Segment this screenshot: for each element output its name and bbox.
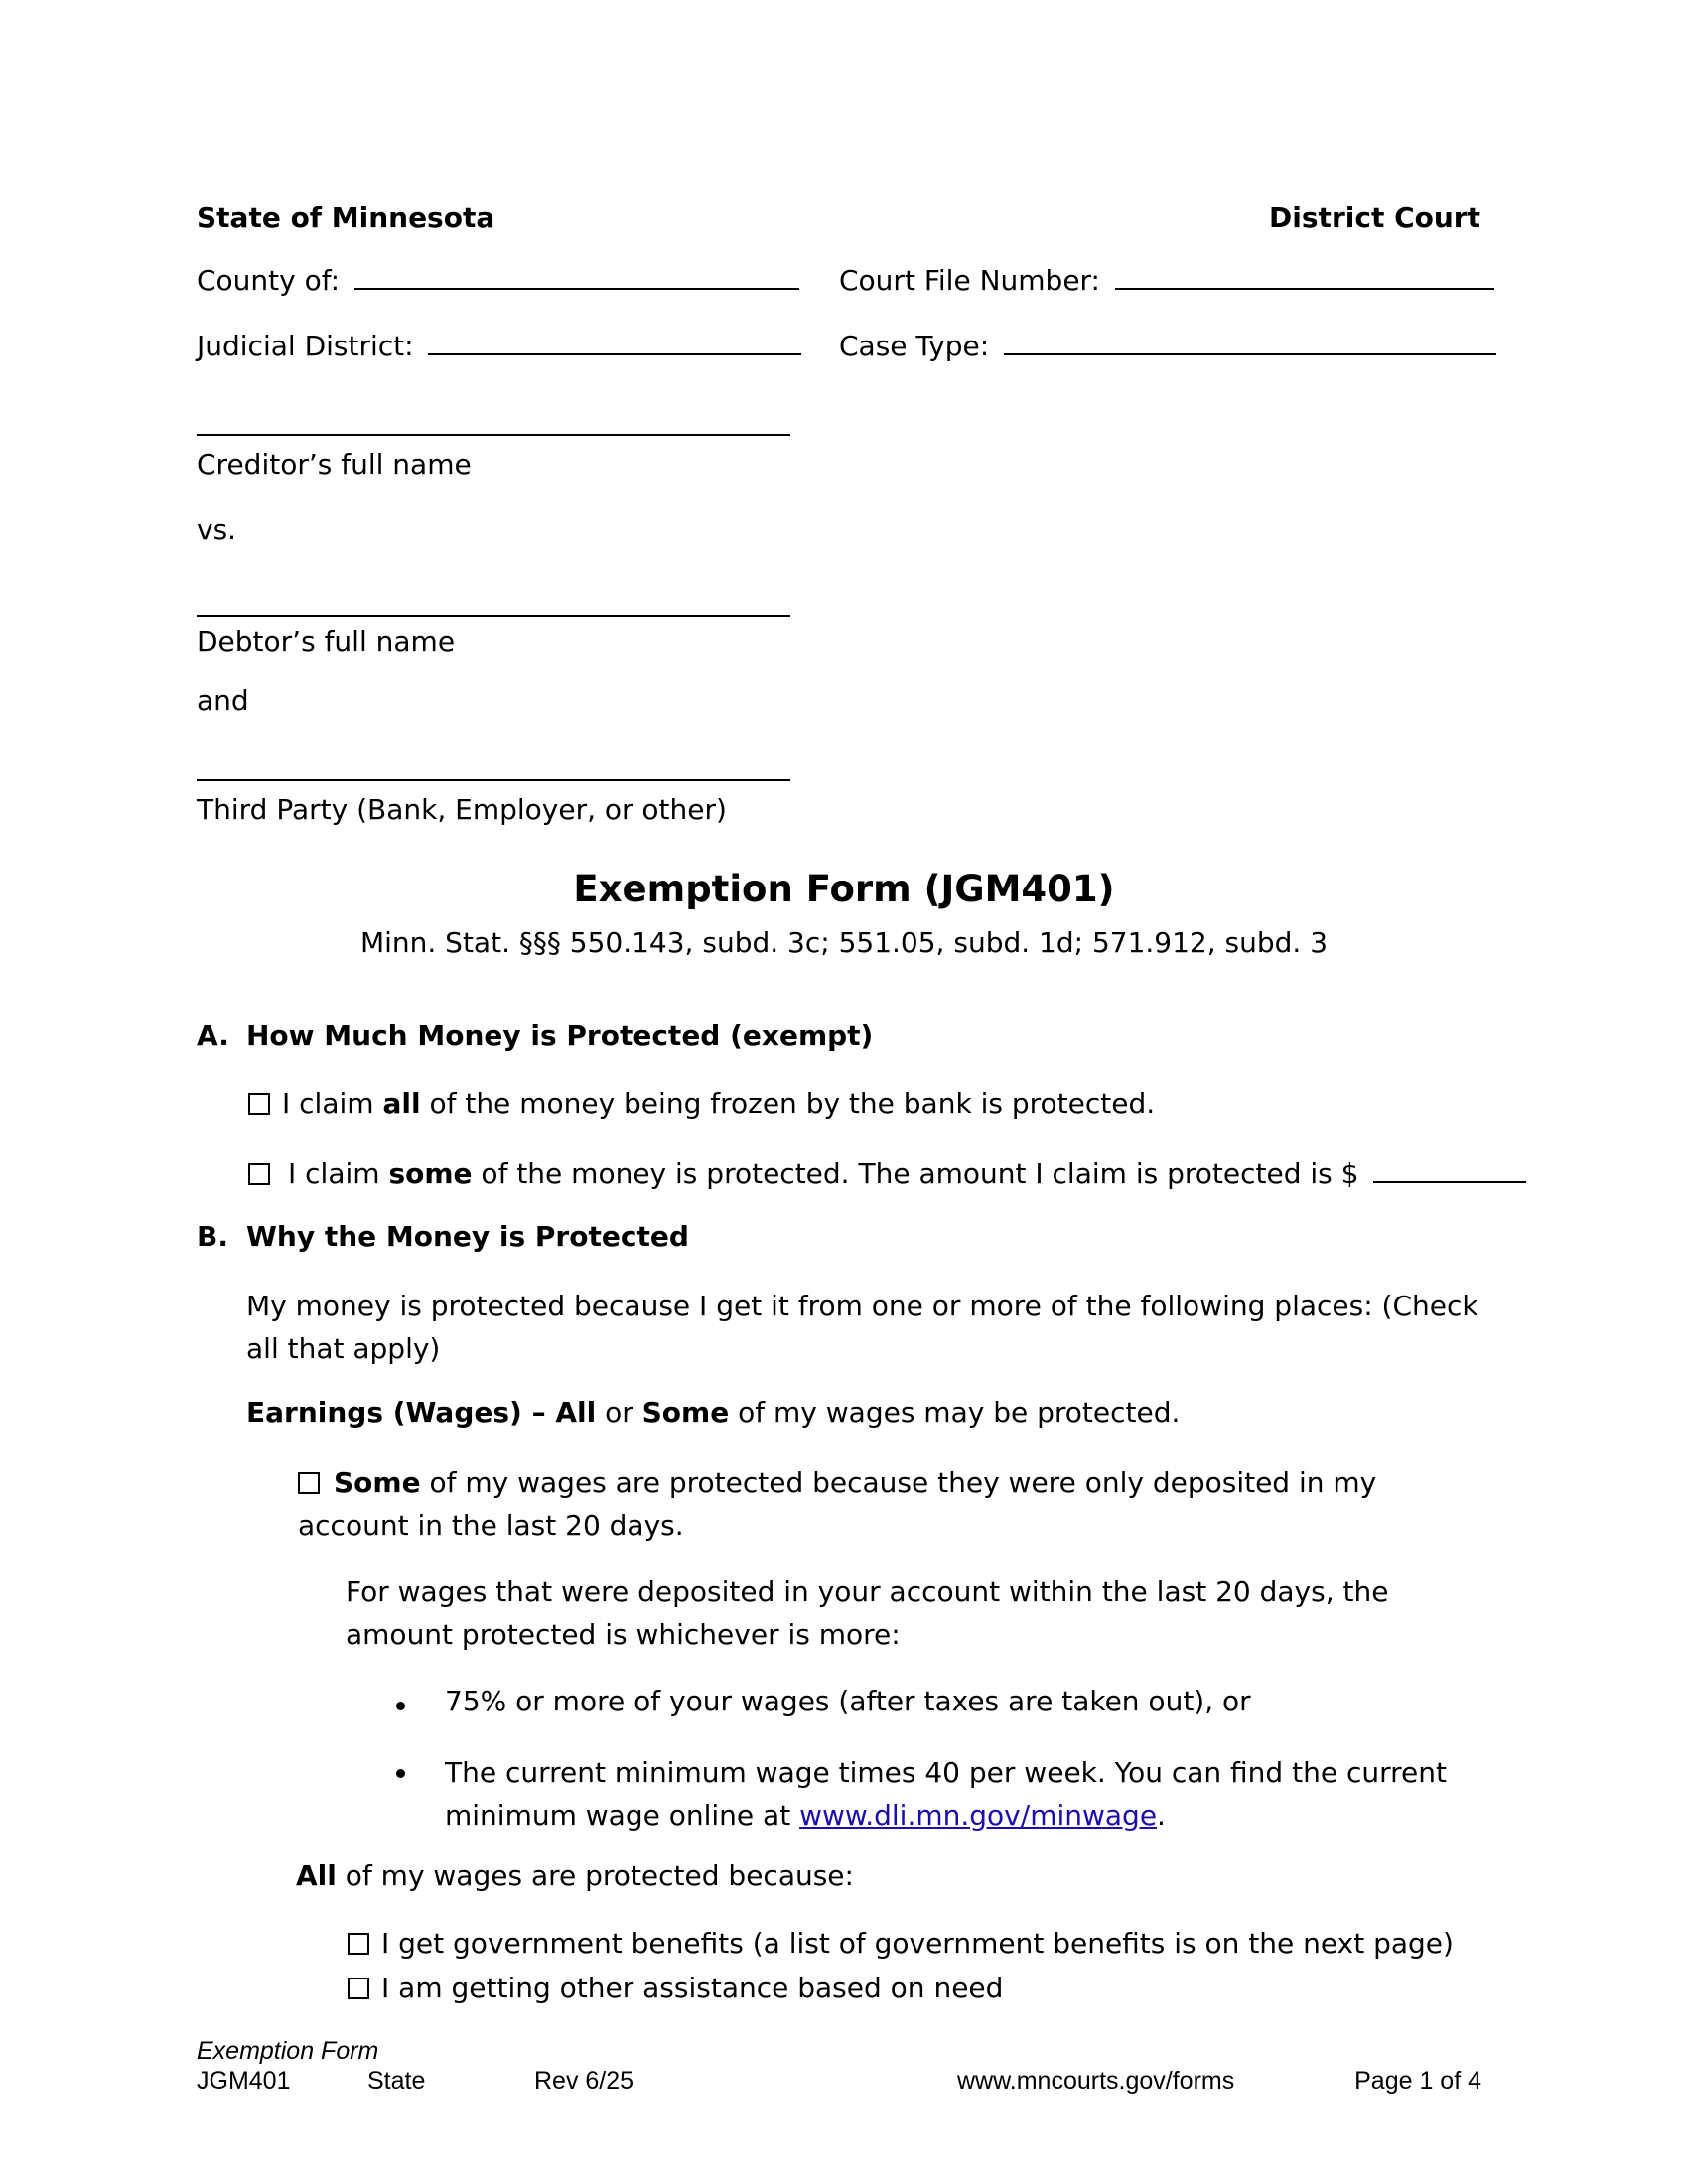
case-type-blank[interactable]: [1004, 326, 1496, 355]
court-name: District Court: [1269, 202, 1480, 234]
and-text: and: [197, 684, 249, 717]
footer-jurisdiction: State: [367, 2067, 426, 2095]
minwage-link[interactable]: www.dli.mn.gov/minwage: [799, 1799, 1158, 1832]
wages-explanation: For wages that were deposited in your account within the last 20 days, the amount protected is whichever is more:: [346, 1575, 1389, 1651]
claim-all-option[interactable]: I claim all of the money being frozen by the bank is protected.: [248, 1086, 1155, 1121]
third-party-label: Third Party (Bank, Employer, or other): [197, 793, 727, 826]
court-file-number-blank[interactable]: [1115, 260, 1494, 290]
section-a-heading: How Much Money is Protected (exempt): [246, 1020, 874, 1052]
bullet-minimum-wage: The current minimum wage times 40 per week. You can find the current minimum wage online at www.dli.mn.gov/minwage.: [445, 1756, 1447, 1832]
statute-citation: Minn. Stat. §§§ 550.143, subd. 3c; 551.05, subd. 1d; 571.912, subd. 3: [359, 926, 1329, 959]
other-assistance-checkbox[interactable]: [348, 1978, 369, 1999]
section-b-intro: My money is protected because I get it from one or more of the following places: (Check all that apply): [246, 1290, 1478, 1365]
claim-some-checkbox[interactable]: [248, 1163, 270, 1185]
footer-form-code: JGM401: [197, 2067, 291, 2095]
creditor-label: Creditor’s full name: [197, 448, 472, 480]
debtor-name-line[interactable]: [197, 615, 790, 617]
some-wages-option[interactable]: Some of my wages are protected because they were only deposited in my account in the last 20 days.: [298, 1466, 1377, 1542]
claim-all-checkbox[interactable]: [248, 1093, 270, 1115]
footer-revision: Rev 6/25: [534, 2067, 634, 2095]
section-a-letter: A.: [197, 1020, 229, 1052]
court-file-number-field[interactable]: [839, 260, 1494, 298]
county-label: County of:: [197, 264, 341, 297]
bullet-dot: [396, 1769, 405, 1778]
section-b-heading: Why the Money is Protected: [246, 1220, 689, 1253]
bullet-75-percent: 75% or more of your wages (after taxes are taken out), or: [445, 1685, 1251, 1717]
footer-url[interactable]: www.mncourts.gov/forms: [957, 2067, 1235, 2095]
vs-text: vs.: [197, 513, 237, 546]
footer-page-number: Page 1 of 4: [1354, 2067, 1481, 2095]
county-field[interactable]: [197, 260, 799, 298]
case-type-field[interactable]: [839, 326, 1496, 363]
government-benefits-checkbox[interactable]: [348, 1933, 369, 1955]
case-type-label: Case Type:: [839, 330, 990, 362]
some-wages-checkbox[interactable]: [298, 1472, 320, 1494]
form-title: Exemption Form (JGM401): [573, 868, 1115, 910]
court-file-number-label: Court File Number:: [839, 264, 1100, 297]
other-assistance-option[interactable]: I am getting other assistance based on need: [348, 1971, 1003, 2005]
county-blank[interactable]: [354, 260, 799, 290]
creditor-name-line[interactable]: [197, 434, 790, 436]
judicial-district-blank[interactable]: [428, 326, 801, 355]
judicial-district-field[interactable]: [197, 326, 801, 363]
debtor-label: Debtor’s full name: [197, 625, 456, 658]
judicial-district-label: Judicial District:: [197, 330, 414, 362]
government-benefits-option[interactable]: I get government benefits (a list of government benefits is on the next page): [348, 1926, 1454, 1961]
section-b-letter: B.: [197, 1220, 228, 1253]
bullet-dot: [396, 1702, 405, 1710]
third-party-name-line[interactable]: [197, 779, 790, 781]
state-name: State of Minnesota: [197, 202, 495, 234]
claim-amount-blank[interactable]: [1373, 1154, 1526, 1183]
claim-some-option[interactable]: I claim some of the money is protected. The amount I claim is protected is $: [248, 1154, 1526, 1191]
earnings-heading: Earnings (Wages) – All or Some of my wages may be protected.: [246, 1396, 1181, 1429]
all-wages-heading: All of my wages are protected because:: [296, 1859, 854, 1892]
footer-form-name: Exemption Form: [197, 2037, 379, 2065]
